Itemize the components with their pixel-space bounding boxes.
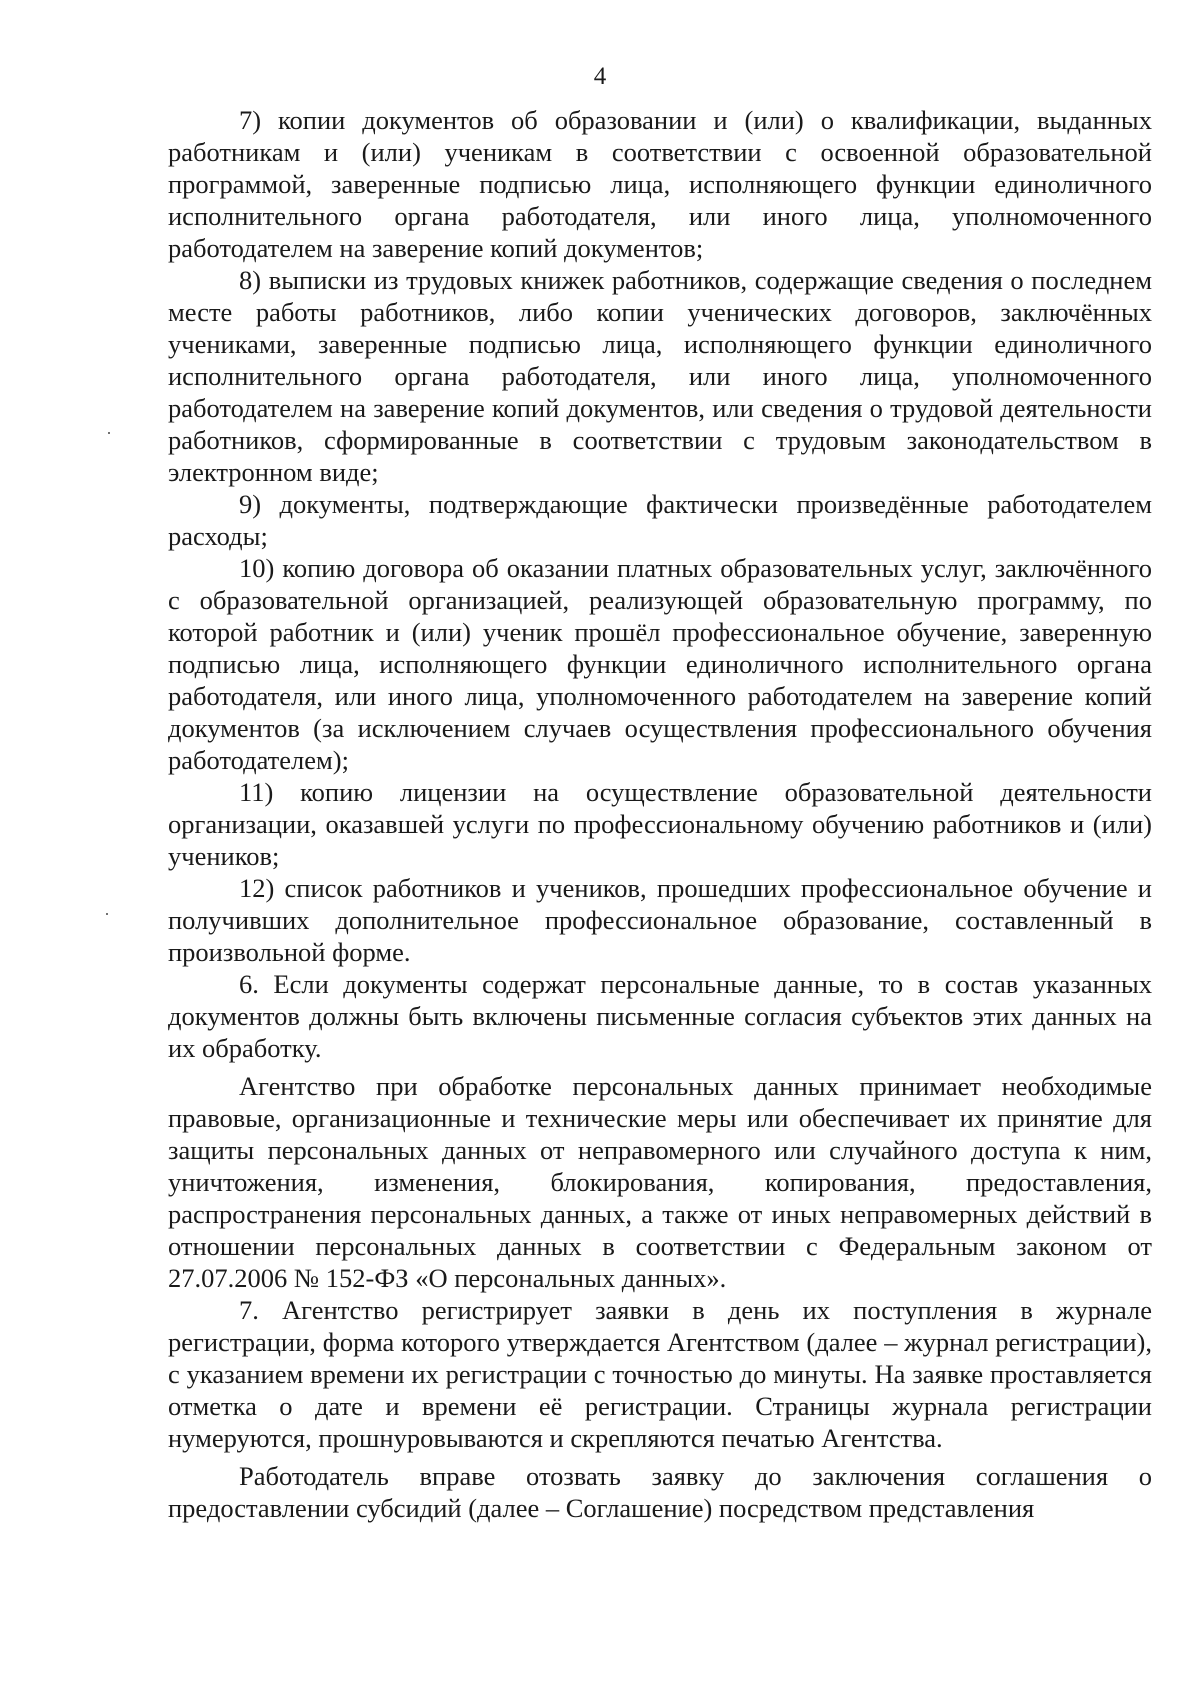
page-number: 4: [593, 63, 607, 90]
document-body: [168, 104, 1152, 1524]
clause-7-application-registration: 7. Агентство регистрирует заявки в день их поступления в журнале регистрации, форма которого утверждается Агентством (далее – журнал регистрации), с указанием времени их регистрации с точностью до минуты. На заявке проставляется отметка о дате и времени её регистрации. Страницы журнала регистрации нумеруются, прошнуровываются и скрепляются печатью Агентства.: [168, 1295, 1152, 1453]
list-item-12-trainee-list: 12) список работников и учеников, прошедших профессиональное обучение и получивших дополнительное профессиональное образование, составленный в произвольной форме.: [168, 873, 1152, 967]
scan-speck: [106, 913, 108, 915]
list-item-8-employment-records: 8) выписки из трудовых книжек работников, содержащие сведения о последнем месте работы работников, либо копии ученических договоров, заключённых учениками, заверенные подписью лица, исполняющего функции единоличного исполнительного органа работодателя, или иного лица, уполномоченного работодателем на заверение копий документов, или сведения о трудовой деятельности работников, сформированные в соответствии с трудовым законодательством в электронном виде;: [168, 265, 1152, 487]
list-item-11-license-copy: 11) копию лицензии на осуществление образовательной деятельности организации, оказавшей услуги по профессиональному обучению работников и (или) учеников;: [168, 777, 1152, 871]
list-item-9-expense-documents: 9) документы, подтверждающие фактически произведённые работодателем расходы;: [168, 489, 1152, 551]
list-item-7-education-documents: 7) копии документов об образовании и (или) о квалификации, выданных работникам и (или) ученикам в соответствии с освоенной образовательной программой, заверенные подписью лица, исполняющего функции единоличного исполнительного органа работодателя, или иного лица, уполномоченного работодателем на заверение копий документов;: [168, 105, 1152, 263]
list-item-10-service-contract: 10) копию договора об оказании платных образовательных услуг, заключённого с образовательной организацией, реализующей образовательную программу, по которой работник и (или) ученик прошёл профессиональное обучение, заверенную подписью лица, исполняющего функции единоличного исполнительного органа работодателя, или иного лица, уполномоченного работодателем на заверение копий документов (за исключением случаев осуществления профессионального обучения работодателем);: [168, 553, 1152, 775]
paragraph-personal-data-protection: Агентство при обработке персональных данных принимает необходимые правовые, организационные и технические меры или обеспечивает их принятие для защиты персональных данных от неправомерного или случайного доступа к ним, уничтожения, изменения, блокирования, копирования, предоставления, распространения персональных данных, а также от иных неправомерных действий в отношении персональных данных в соответствии с Федеральным законом от 27.07.2006 № 152-ФЗ «О персональных данных».: [168, 1071, 1152, 1293]
scan-speck: [108, 432, 110, 434]
paragraph-application-withdrawal: Работодатель вправе отозвать заявку до заключения соглашения о предоставлении субсидий (далее – Соглашение) посредством представления: [168, 1461, 1152, 1523]
clause-6-personal-data-consent: 6. Если документы содержат персональные данные, то в состав указанных документов должны быть включены письменные согласия субъектов этих данных на их обработку.: [168, 969, 1152, 1063]
